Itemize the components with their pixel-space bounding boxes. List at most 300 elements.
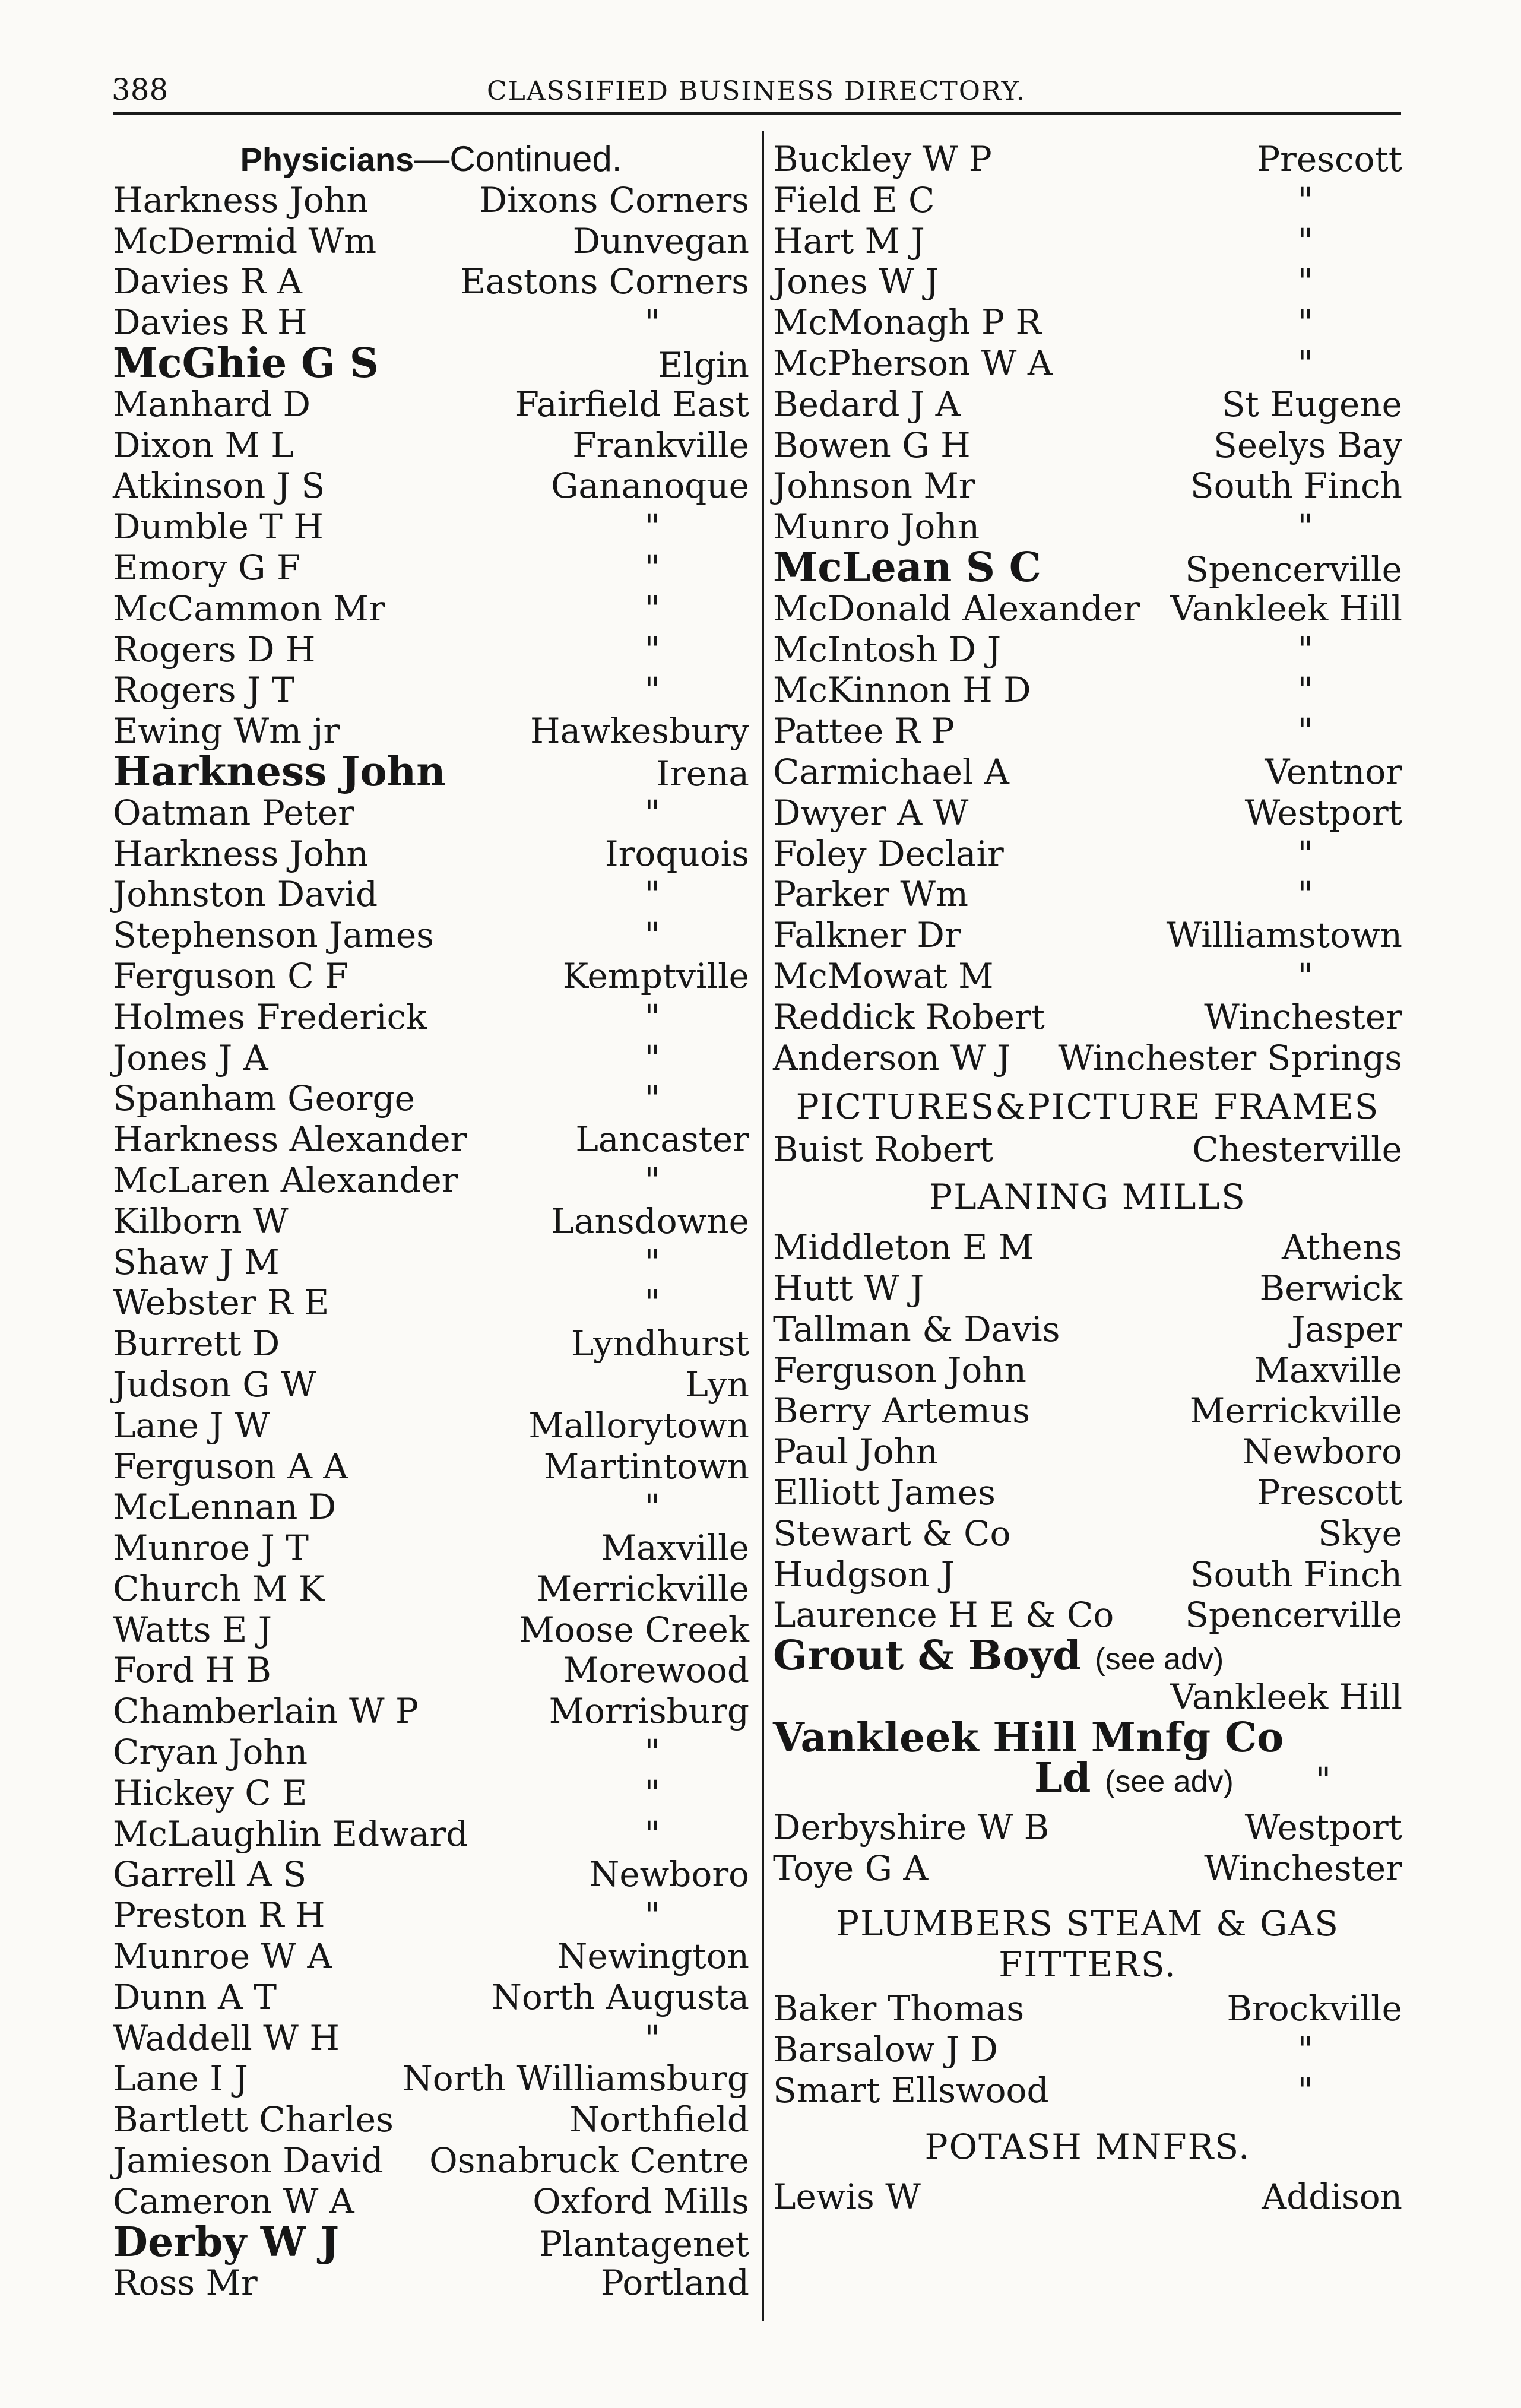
entry-place: " <box>1315 1760 1331 1801</box>
entry-name: Buist Robert <box>773 1129 994 1170</box>
list-item <box>113 2181 749 2222</box>
list-item <box>113 793 749 834</box>
entry-place: Merrickville <box>1189 1390 1402 1431</box>
entry-place: " <box>644 302 660 343</box>
pictures-list <box>773 1129 1402 1170</box>
entry-place: Hawkesbury <box>530 711 749 752</box>
entry-place: " <box>1297 220 1313 261</box>
entry-name: Harkness John <box>113 833 369 874</box>
entry-place: Jasper <box>1291 1308 1402 1349</box>
page-title: CLASSIFIED BUSINESS DIRECTORY. <box>487 76 1026 106</box>
list-item <box>113 629 749 670</box>
entry-place: St Eugene <box>1221 384 1402 424</box>
entry-name: Bartlett Charles <box>113 2099 394 2140</box>
list-item <box>773 1848 1402 1889</box>
entry-name: Elliott James <box>773 1472 996 1513</box>
list-item <box>113 1732 749 1773</box>
list-item <box>113 1691 749 1732</box>
section-heading-physicians <box>113 139 749 180</box>
physicians-list-continued <box>773 139 1402 1078</box>
entry-name: Rogers D H <box>113 629 316 670</box>
entry-place: " <box>644 1895 660 1936</box>
list-item <box>113 711 749 752</box>
entry-place: Westport <box>1244 1807 1402 1848</box>
entry-place: Morrisburg <box>549 1691 749 1732</box>
physicians-list <box>113 180 749 2304</box>
entry-name: Hutt W J <box>773 1268 924 1308</box>
entry-place: Spencerville <box>1185 549 1402 590</box>
entry-place: Williamstown <box>1166 915 1402 956</box>
entry-place: Newboro <box>589 1854 749 1895</box>
entry-place: " <box>1297 670 1313 711</box>
entry-name: McPherson W A <box>773 343 1053 384</box>
entry-name: Hart M J <box>773 220 925 261</box>
entry-name: Atkinson J S <box>113 465 325 506</box>
see-adv-note: (see adv) <box>1095 1642 1224 1677</box>
entry-place: " <box>644 1487 660 1528</box>
entry-name: McCammon Mr <box>113 588 385 629</box>
list-item <box>773 465 1402 506</box>
entry-name: Lane I J <box>113 2058 248 2099</box>
entry-place: " <box>644 588 660 629</box>
list-item <box>113 221 749 262</box>
list-item <box>773 221 1402 262</box>
entry-name: Davies R H <box>113 302 308 343</box>
entry-name: Derbyshire W B <box>773 1807 1050 1848</box>
entry-name: Johnston David <box>113 874 378 915</box>
list-item <box>773 2029 1402 2070</box>
entry-place: " <box>644 874 660 915</box>
column-divider <box>762 131 764 2321</box>
entry-place: Portland <box>600 2263 749 2304</box>
list-item <box>113 2018 749 2059</box>
list-item <box>773 1677 1402 1718</box>
entry-place: North Augusta <box>492 1976 749 2017</box>
entry-place: Maxville <box>601 1528 749 1569</box>
entry-place: Prescott <box>1257 1472 1402 1513</box>
entry-name: Ferguson A A <box>113 1446 348 1487</box>
entry-name: Shaw J M <box>113 1241 280 1282</box>
list-item <box>773 1754 1402 1802</box>
plumbers-list <box>773 1988 1402 2111</box>
entry-name: Ferguson C F <box>113 955 349 996</box>
entry-name: Burrett D <box>113 1323 280 1364</box>
entry-place: Lyndhurst <box>571 1323 749 1364</box>
list-item <box>113 1854 749 1895</box>
list-item <box>113 1038 749 1079</box>
list-item <box>113 384 749 425</box>
plumbers-heading-line1: PLUMBERS STEAM & GAS <box>836 1903 1339 1944</box>
list-item <box>113 747 749 796</box>
entry-place: " <box>1297 874 1313 915</box>
entry-place: Spencerville <box>1185 1595 1402 1636</box>
list-item <box>113 261 749 302</box>
list-item <box>113 1160 749 1201</box>
potash-list <box>773 2176 1402 2217</box>
entry-name: McIntosh D J <box>773 629 1002 670</box>
entry-name: Davies R A <box>113 261 302 302</box>
list-item <box>113 2218 749 2266</box>
entry-place: " <box>644 670 660 711</box>
entry-place: " <box>1297 2070 1313 2111</box>
list-item <box>773 1268 1402 1309</box>
list-item <box>773 1807 1402 1848</box>
header-rule <box>113 112 1401 115</box>
entry-place: " <box>644 1732 660 1773</box>
list-item <box>773 1632 1402 1680</box>
list-item <box>113 874 749 915</box>
planing-list-continued <box>773 1807 1402 1889</box>
entry-name: Emory G F <box>113 547 301 588</box>
entry-place: Ventnor <box>1265 751 1402 792</box>
entry-name: Church M K <box>113 1568 325 1609</box>
entry-place: Seelys Bay <box>1213 424 1402 465</box>
list-item <box>773 1472 1402 1513</box>
entry-place: Winchester <box>1204 1848 1402 1889</box>
list-item <box>773 139 1402 180</box>
list-item <box>113 1569 749 1609</box>
entry-name: Dunn A T <box>113 1976 277 2017</box>
list-item <box>113 302 749 343</box>
list-item <box>773 834 1402 875</box>
entry-place: Kemptville <box>562 955 749 996</box>
list-item <box>113 1078 749 1119</box>
entry-place: North Williamsburg <box>403 2058 749 2099</box>
entry-name: Lane J W <box>113 1405 270 1446</box>
entry-place: " <box>1297 629 1313 670</box>
entry-place: " <box>644 1282 660 1323</box>
entry-place: South Finch <box>1190 1554 1402 1595</box>
list-item <box>113 834 749 875</box>
entry-name: Harkness John <box>113 179 369 220</box>
entry-place: Newington <box>557 1936 749 1977</box>
entry-place: Addison <box>1262 2176 1402 2217</box>
entry-place: Newboro <box>1242 1431 1402 1472</box>
list-item <box>113 506 749 547</box>
list-item <box>773 302 1402 343</box>
list-item <box>113 2058 749 2099</box>
entry-place: " <box>644 1078 660 1119</box>
planing-list <box>773 1227 1402 1636</box>
entry-name: Stephenson James <box>113 915 434 956</box>
list-item <box>773 180 1402 221</box>
entry-name: Derby W J <box>113 2218 340 2266</box>
list-item <box>113 1977 749 2018</box>
list-item <box>113 1609 749 1650</box>
entry-place: Vankleek Hill <box>1170 1676 1402 1717</box>
section-heading-plumbers <box>773 1889 1402 1989</box>
entry-name: Foley Declair <box>773 833 1004 874</box>
list-item <box>113 956 749 997</box>
entry-name: Chamberlain W P <box>113 1691 419 1732</box>
list-item <box>113 997 749 1038</box>
list-item <box>113 180 749 221</box>
entry-name: Buckley W P <box>773 139 992 179</box>
entry-place: Winchester <box>1204 996 1402 1037</box>
entry-name: Tallman & Davis <box>773 1308 1060 1349</box>
entry-place: Prescott <box>1257 139 1402 179</box>
list-item <box>113 1242 749 1283</box>
entry-name: Jones J A <box>113 1037 268 1078</box>
entry-place: Oxford Mills <box>533 2181 749 2222</box>
entry-name: Ford H B <box>113 1650 271 1691</box>
entry-place: " <box>1297 343 1313 384</box>
list-item <box>113 1650 749 1691</box>
list-item <box>113 588 749 629</box>
entry-name: Munroe J T <box>113 1528 309 1569</box>
section-heading-suffix: —Continued. <box>414 139 622 179</box>
entry-name: Ewing Wm jr <box>113 711 340 752</box>
entry-place: Gananoque <box>551 465 749 506</box>
entry-place: Vankleek Hill <box>1170 588 1402 629</box>
list-item <box>773 1595 1402 1636</box>
list-item <box>773 1988 1402 2029</box>
entry-name: Berry Artemus <box>773 1390 1030 1431</box>
entry-name: Webster R E <box>113 1282 329 1323</box>
entry-name: Spanham George <box>113 1078 415 1119</box>
entry-name: Dumble T H <box>113 506 324 547</box>
right-column <box>773 139 1402 2217</box>
entry-place: " <box>1297 711 1313 752</box>
list-item <box>773 384 1402 425</box>
entry-place: Athens <box>1282 1227 1402 1268</box>
list-item <box>773 588 1402 629</box>
entry-place: " <box>644 1813 660 1854</box>
entry-name: Dixon M L <box>113 424 294 465</box>
list-item <box>113 1936 749 1977</box>
list-item <box>113 1528 749 1569</box>
list-item <box>113 670 749 711</box>
entry-name: Cryan John <box>113 1732 308 1773</box>
entry-name: Baker Thomas <box>773 1988 1025 2029</box>
list-item <box>773 1431 1402 1472</box>
entry-name: Hickey C E <box>113 1772 308 1813</box>
list-item <box>113 339 749 387</box>
list-item <box>773 1309 1402 1350</box>
entry-name: Toye G A <box>773 1848 929 1889</box>
list-item <box>113 1814 749 1855</box>
section-heading-bold: Physicians <box>240 141 414 178</box>
list-item <box>773 343 1402 384</box>
list-item <box>773 425 1402 466</box>
list-item <box>773 874 1402 915</box>
entry-place: Lancaster <box>575 1119 749 1160</box>
list-item <box>113 465 749 506</box>
entry-name: Kilborn W <box>113 1200 289 1241</box>
entry-name: Vankleek Hill Mnfg Co <box>773 1713 1284 1761</box>
list-item <box>113 1446 749 1487</box>
list-item <box>773 2070 1402 2111</box>
entry-name: Preston R H <box>113 1895 325 1936</box>
entry-place: " <box>644 1772 660 1813</box>
list-item <box>113 1282 749 1323</box>
entry-name: Manhard D <box>113 384 311 424</box>
entry-name: McLennan D <box>113 1487 337 1528</box>
list-item <box>773 1227 1402 1268</box>
entry-name: Stewart & Co <box>773 1513 1011 1554</box>
entry-place: Moose Creek <box>519 1609 749 1650</box>
entry-name: Hudgson J <box>773 1554 955 1595</box>
entry-place: Mallorytown <box>528 1405 749 1446</box>
section-heading-planing: PLANING MILLS <box>929 1177 1246 1218</box>
entry-name: Dwyer A W <box>773 792 969 833</box>
entry-place: " <box>644 915 660 956</box>
entry-name: Ferguson John <box>773 1349 1026 1390</box>
entry-name: McGhie G S <box>113 339 379 387</box>
list-item <box>773 1513 1402 1554</box>
entry-name: Bowen G H <box>773 424 971 465</box>
list-item <box>113 2099 749 2140</box>
page-number: 388 <box>112 72 169 107</box>
entry-name: Judson G W <box>113 1364 316 1405</box>
entry-name: Laurence H E & Co <box>773 1595 1114 1636</box>
entry-name: McMowat M <box>773 955 994 996</box>
list-item <box>773 1129 1402 1170</box>
entry-name: Jones W J <box>773 261 939 302</box>
list-item <box>113 1364 749 1405</box>
list-item <box>113 915 749 956</box>
entry-name: Jamieson David <box>113 2140 384 2181</box>
entry-place: Osnabruck Centre <box>429 2140 749 2181</box>
list-item <box>113 1323 749 1364</box>
entry-name: Parker Wm <box>773 874 968 915</box>
section-heading-pictures: PICTURES&PICTURE FRAMES <box>796 1086 1380 1127</box>
entry-place: " <box>644 1241 660 1282</box>
entry-place: Berwick <box>1259 1268 1402 1308</box>
entry-place: " <box>644 792 660 833</box>
left-column <box>113 139 749 2304</box>
entry-name: Watts E J <box>113 1609 272 1650</box>
entry-place: Dunvegan <box>572 220 749 261</box>
entry-name: McDonald Alexander <box>773 588 1140 629</box>
entry-name: Lewis W <box>773 2176 921 2217</box>
list-item <box>773 1390 1402 1431</box>
entry-place: Elgin <box>658 344 749 385</box>
list-item <box>773 261 1402 302</box>
entry-name: Waddell W H <box>113 2017 340 2058</box>
entry-name: McLean S C <box>773 543 1041 591</box>
entry-place: Merrickville <box>536 1568 749 1609</box>
entry-name: Grout & Boyd <box>773 1632 1081 1680</box>
entry-name: Smart Ellswood <box>773 2070 1049 2111</box>
plumbers-heading-line2: FITTERS. <box>999 1944 1177 1985</box>
entry-name: Oatman Peter <box>113 792 354 833</box>
entry-place: " <box>1297 506 1313 547</box>
list-item <box>113 1405 749 1446</box>
list-item <box>113 547 749 588</box>
entry-name: Field E C <box>773 179 935 220</box>
entry-place: Lyn <box>685 1364 749 1405</box>
entry-place: Lansdowne <box>551 1200 749 1241</box>
entry-name: Rogers J T <box>113 670 295 711</box>
see-adv-note: (see adv) <box>1105 1764 1234 1799</box>
list-item <box>773 956 1402 997</box>
list-item <box>773 997 1402 1038</box>
entry-place: " <box>644 2017 660 2058</box>
entry-name: McMonagh P R <box>773 302 1042 343</box>
list-item <box>773 1713 1402 1761</box>
list-item <box>113 2263 749 2304</box>
entry-place: " <box>644 1159 660 1200</box>
entry-name: McKinnon H D <box>773 670 1031 711</box>
entry-name: McLaren Alexander <box>113 1159 458 1200</box>
list-item <box>113 1773 749 1814</box>
entry-place: " <box>644 506 660 547</box>
entry-name: Holmes Frederick <box>113 996 427 1037</box>
entry-name: Munroe W A <box>113 1936 332 1977</box>
entry-name: Harkness Alexander <box>113 1119 467 1160</box>
list-item <box>113 1201 749 1242</box>
list-item <box>113 1895 749 1936</box>
list-item <box>113 425 749 466</box>
entry-place: Martintown <box>543 1446 749 1487</box>
entry-place: Westport <box>1244 792 1402 833</box>
entry-name: Reddick Robert <box>773 996 1045 1037</box>
entry-name: Falkner Dr <box>773 915 961 956</box>
list-item <box>113 2140 749 2181</box>
entry-place: Northfield <box>569 2099 749 2140</box>
entry-place: Maxville <box>1254 1349 1402 1390</box>
entry-place: Chesterville <box>1192 1129 1402 1170</box>
entry-place: Frankville <box>572 424 749 465</box>
list-item <box>773 752 1402 793</box>
entry-name: Anderson W J <box>773 1037 1011 1078</box>
entry-name: Ld <box>1034 1754 1091 1802</box>
entry-name: Carmichael A <box>773 751 1009 792</box>
list-item <box>773 506 1402 547</box>
entry-name: Ross Mr <box>113 2263 258 2304</box>
list-item <box>773 915 1402 956</box>
entry-place: " <box>644 1037 660 1078</box>
list-item <box>773 1038 1402 1079</box>
list-item <box>773 543 1402 591</box>
entry-place: Brockville <box>1227 1988 1402 2029</box>
entry-place: Skye <box>1318 1513 1402 1554</box>
entry-place: " <box>1297 833 1313 874</box>
list-item <box>773 1350 1402 1391</box>
entry-place: Dixons Corners <box>479 179 749 220</box>
entry-place: " <box>644 996 660 1037</box>
entry-place: Fairfield East <box>515 384 749 424</box>
entry-place: Winchester Springs <box>1058 1037 1402 1078</box>
entry-name: Bedard J A <box>773 384 961 424</box>
entry-place: Morewood <box>563 1650 749 1691</box>
list-item <box>773 2176 1402 2217</box>
entry-place: " <box>1297 302 1313 343</box>
list-item <box>773 793 1402 834</box>
entry-name: Middleton E M <box>773 1227 1034 1268</box>
section-heading-potash: POTASH MNFRS. <box>924 2126 1251 2167</box>
entry-place: " <box>1297 261 1313 302</box>
entry-place: " <box>644 629 660 670</box>
entry-name: McDermid Wm <box>113 220 377 261</box>
entry-place: Irena <box>656 753 749 794</box>
list-item <box>113 1119 749 1160</box>
list-item <box>113 1487 749 1528</box>
entry-place: " <box>1297 955 1313 996</box>
entry-place: " <box>644 547 660 588</box>
list-item <box>773 629 1402 670</box>
entry-name: Munro John <box>773 506 980 547</box>
entry-name: Cameron W A <box>113 2181 354 2222</box>
entry-place: South Finch <box>1190 465 1402 506</box>
entry-place: Iroquois <box>604 833 749 874</box>
entry-place: " <box>1297 2029 1313 2070</box>
list-item <box>773 1554 1402 1595</box>
list-item <box>773 670 1402 711</box>
entry-name: McLaughlin Edward <box>113 1813 468 1854</box>
entry-name: Johnson Mr <box>773 465 975 506</box>
